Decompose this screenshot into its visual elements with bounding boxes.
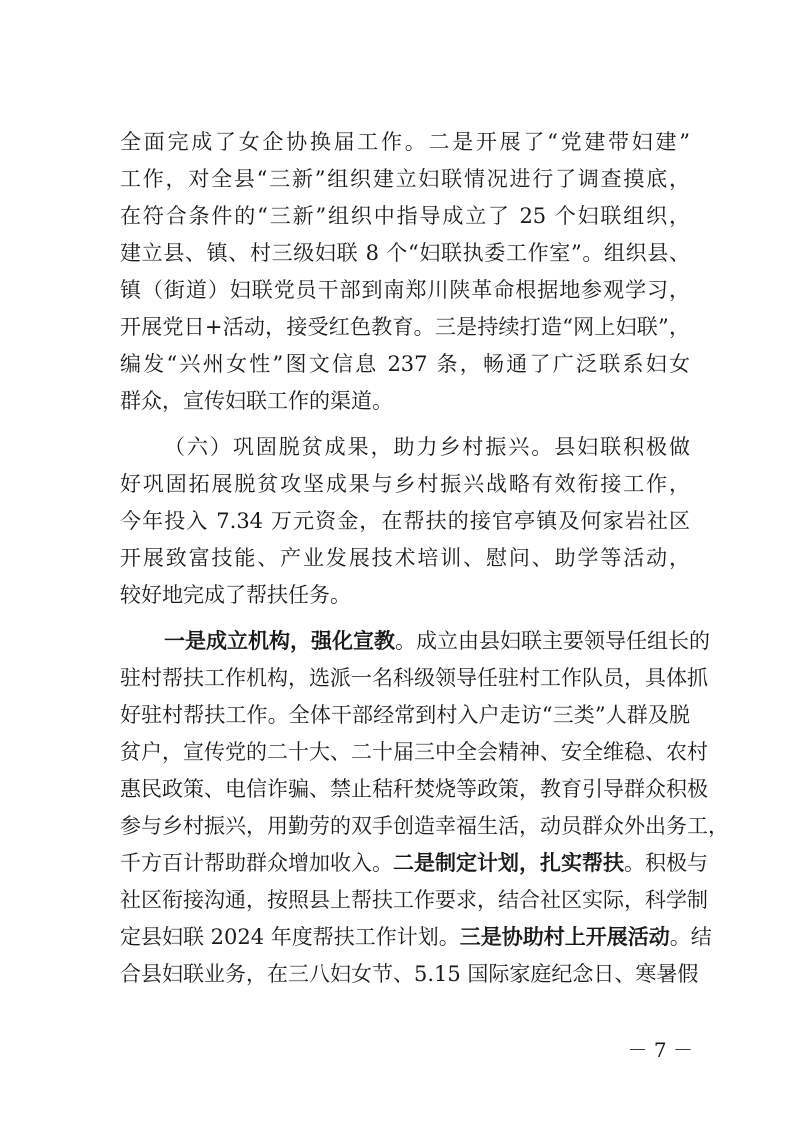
body-line: 较好地完成了帮扶任务。 — [120, 583, 351, 607]
body-line: 惠民政策、电信诈骗、禁止秸秆焚烧等政策，教育引导群众积极 — [120, 777, 708, 801]
body-line: 合县妇联业务，在三八妇女节、5.15 国际家庭纪念日、寒暑假 — [120, 962, 699, 986]
body-line: 开展致富技能、产业发展技术培训、慰问、助学等活动， — [120, 546, 690, 570]
body-line: 开展党日+活动，接受红色教育。三是持续打造“网上妇联”， — [120, 315, 690, 339]
body-line: 参与乡村振兴，用勤劳的双手创造幸福生活，动员群众外出务工， — [120, 814, 729, 838]
measure-three-heading: 三是协助村上开展活动 — [459, 924, 670, 949]
body-line: 工作，对全县“三新”组织建立妇联情况进行了调查摸底， — [120, 167, 690, 191]
page-number: － 7 － — [627, 1038, 693, 1062]
measure-text: 定县妇联 2024 年度帮扶工作计划。 — [120, 925, 460, 949]
measure-two-heading: 二是制定计划，扎实帮扶 — [393, 850, 624, 875]
body-line: 好巩固拓展脱贫攻坚成果与乡村振兴战略有效衔接工作， — [120, 472, 690, 496]
measure-one-text: 。成立由县妇联主要领导任组长的 — [395, 629, 710, 653]
body-line: 在符合条件的“三新”组织中指导成立了 25 个妇联组织， — [120, 204, 690, 228]
measure-text: 千方百计帮助群众增加收入。 — [120, 851, 393, 875]
measure-line-9 — [120, 920, 712, 954]
measure-line-7 — [120, 846, 708, 880]
measure-line-1 — [164, 624, 710, 658]
body-line: 群众，宣传妇联工作的渠道。 — [120, 389, 393, 413]
body-line: 好驻村帮扶工作。全体干部经常到村入户走访“三类”人群及脱 — [120, 703, 690, 727]
measure-text: 。结 — [669, 925, 712, 949]
measure-one-heading: 一是成立机构，强化宣教 — [164, 628, 395, 653]
body-line: 驻村帮扶工作机构，选派一名科级领导任驻村工作队员，具体抓 — [120, 666, 708, 690]
body-line: 社区衔接沟通，按照县上帮扶工作要求，结合社区实际，科学制 — [120, 888, 708, 912]
body-line: 编发“兴州女性”图文信息 237 条，畅通了广泛联系妇女 — [120, 352, 690, 376]
body-line: 贫户，宣传党的二十大、二十届三中全会精神、安全维稳、农村 — [120, 740, 708, 764]
body-line: 今年投入 7.34 万元资金，在帮扶的接官亭镇及何家岩社区 — [120, 509, 690, 533]
section-heading-line: （六）巩固脱贫成果，助力乡村振兴。县妇联积极做 — [164, 435, 690, 459]
body-line: 建立县、镇、村三级妇联 8 个“妇联执委工作室”。组织县、 — [120, 241, 690, 265]
body-line: 全面完成了女企协换届工作。二是开展了“党建带妇建” — [120, 130, 690, 154]
measure-text: 。积极与 — [624, 851, 708, 875]
body-line: 镇（街道）妇联党员干部到南郑川陕革命根据地参观学习， — [120, 278, 690, 302]
